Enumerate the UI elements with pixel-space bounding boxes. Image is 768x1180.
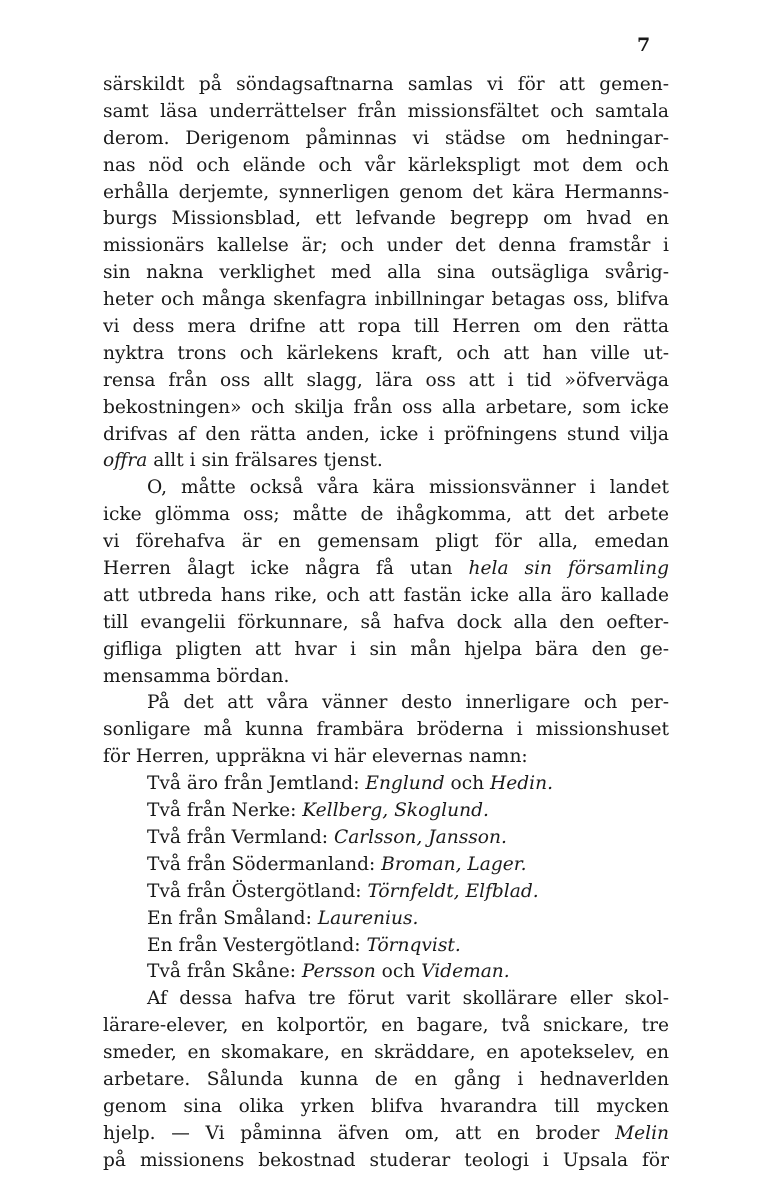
text-line: O, måtte också våra kära missionsvänner i landet <box>147 477 669 499</box>
text-line: hjelp. — Vi påminna äfven om, att en broder Melin <box>103 1122 669 1144</box>
text-line: Af dessa hafva tre förut varit skollärare eller skol- <box>147 988 669 1010</box>
text-line: icke glömma oss; måtte de ihågkomma, att det arbete <box>103 504 669 526</box>
text-line: smeder, en skomakare, en skräddare, en apotekselev, en <box>103 1042 669 1064</box>
text-line: rensa från oss allt slagg, lära oss att i tid »öfverväga <box>103 369 669 391</box>
text-line: erhålla derjemte, synnerligen genom det kära Hermanns- <box>103 181 669 203</box>
paragraph-3 <box>103 690 669 771</box>
text-line: burgs Missionsblad, ett lefvande begrepp om hvad en <box>103 208 669 230</box>
paragraph-4 <box>103 986 669 1174</box>
list-item: Två från Skåne: Persson och Videman. <box>147 961 510 983</box>
text-line: offra allt i sin frälsares tjenst. <box>103 450 383 472</box>
italic-name: Melin <box>615 1122 669 1144</box>
text-line: På det att våra vänner desto innerligare och per- <box>147 692 669 714</box>
list-item: En från Vestergötland: Törnqvist. <box>147 934 461 956</box>
text-line: heter och många skenfagra inbillningar betagas oss, blifva <box>103 289 669 311</box>
list-item: Två från Vermland: Carlsson, Jansson. <box>147 826 507 848</box>
text-line: nyktra trons och kärlekens kraft, och att han ville ut- <box>103 342 669 364</box>
italic-word: offra <box>103 450 148 472</box>
text-line: särskildt på söndagsaftnarna samlas vi för att gemen- <box>103 74 669 95</box>
list-item: Två från Nerke: Kellberg, Skoglund. <box>147 800 489 822</box>
list-item: Två äro från Jemtland: Englund och Hedin. <box>147 773 554 795</box>
text-line: Herren ålagt icke några få utan hela sin församling <box>103 558 669 580</box>
text-line: vi dess mera drifne att ropa till Herren om den rätta <box>103 316 669 338</box>
text-line: för Herren, uppräkna vi här elevernas namn: <box>103 746 528 768</box>
text-line: att utbreda hans rike, och att fastän icke alla äro kallade <box>103 584 669 606</box>
italic-phrase: hela sin församling <box>468 558 669 580</box>
text-line: derom. Derigenom påminnas vi städse om hedningar- <box>103 127 669 149</box>
list-item: Två från Södermanland: Broman, Lager. <box>147 853 527 875</box>
paragraph-2 <box>103 475 669 690</box>
text-line: lärare-elever, en kolportör, en bagare, två snickare, tre <box>103 1015 669 1037</box>
paragraph-1 <box>103 72 669 475</box>
text-line: på missionens bekostnad studerar teologi i Upsala för <box>103 1149 669 1171</box>
text-line: drifvas af den rätta anden, icke i pröfningens stund vilja <box>103 423 669 445</box>
text-line: arbetare. Sålunda kunna de en gång i hednaverlden <box>103 1068 669 1090</box>
list-item: Två från Östergötland: Törnfeldt, Elfblad. <box>147 880 539 902</box>
text-line: genom sina olika yrken blifva hvarandra till mycken <box>103 1095 669 1117</box>
text-line: mensamma bördan. <box>103 665 290 687</box>
text-line: sonligare må kunna frambära bröderna i missionshuset <box>103 719 669 741</box>
text-line: gifliga pligten att hvar i sin mån hjelpa bära den ge- <box>103 638 669 660</box>
list-item: En från Småland: Laurenius. <box>147 907 419 929</box>
text-line: nas nöd och elände och vår kärlekspligt mot dem och <box>103 154 669 176</box>
text-line: bekostningen» och skilja från oss alla arbetare, som icke <box>103 396 669 418</box>
text-line: missionärs kallelse är; och under det denna framstår i <box>103 235 669 257</box>
page-number: 7 <box>637 34 651 56</box>
page-text <box>103 72 669 1175</box>
text-line: sin nakna verklighet med alla sina outsägliga svårig- <box>103 262 669 284</box>
text-line: till evangelii förkunnare, så hafva dock alla den oefter- <box>103 611 669 633</box>
text-line: samt läsa underrättelser från missionsfältet och samtala <box>103 100 669 122</box>
student-list <box>103 771 669 986</box>
text-line: vi förehafva är en gemensam pligt för alla, emedan <box>103 531 669 553</box>
